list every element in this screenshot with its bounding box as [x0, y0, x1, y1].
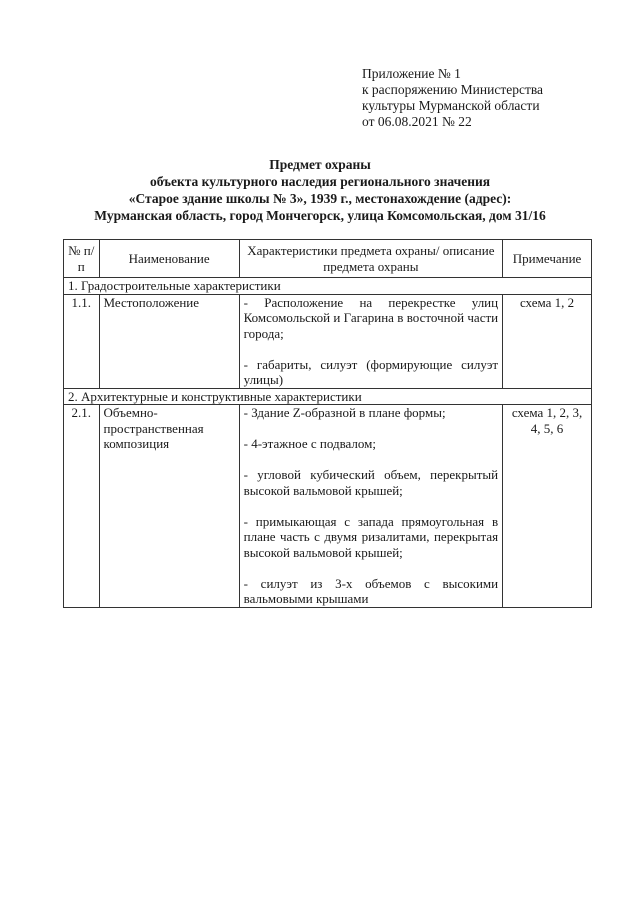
row2-desc-item: - 4-этажное с подвалом;: [243, 436, 377, 451]
title-line-2: объекта культурного наследия регионального значения: [149, 174, 491, 189]
title-line-3: «Старое здание школы № 3», 1939 г., местонахождение (адрес):: [128, 191, 512, 206]
section-title-1: 1. Градостроительные характеристики: [64, 278, 592, 295]
document-title: [40, 156, 600, 224]
annex-block: [362, 66, 543, 130]
table-header-row: [64, 240, 592, 278]
title-line-4: Мурманская область, город Мончегорск, улица Комсомольская, дом 31/16: [94, 208, 546, 223]
row2-desc-item: - угловой кубический объем, перекрытый высокой вальмовой крышей;: [243, 467, 499, 498]
protection-subject-table: [63, 239, 592, 608]
section-title-2: 2. Архитектурные и конструктивные характеристики: [64, 388, 592, 405]
row1-desc: [239, 294, 502, 388]
header-note: Примечание: [503, 240, 592, 278]
row2-note: схема 1, 2, 3, 4, 5, 6: [503, 405, 592, 608]
row1-name: Местоположение: [99, 294, 239, 388]
row2-desc-item: - Здание Z-образной в плане формы;: [243, 405, 446, 420]
title-line-1: Предмет охраны: [269, 157, 371, 172]
annex-line-3: культуры Мурманской области: [362, 98, 540, 113]
header-num: № п/п: [64, 240, 100, 278]
row2-desc-item: - силуэт из 3-х объемов с высокими вальмовыми крышами: [243, 575, 499, 606]
row1-note: схема 1, 2: [503, 294, 592, 388]
annex-line-4: от 06.08.2021 № 22: [362, 114, 472, 129]
row2-num: 2.1.: [64, 405, 100, 608]
row1-num: 1.1.: [64, 294, 100, 388]
header-name: Наименование: [99, 240, 239, 278]
table-row: [64, 405, 592, 608]
row2-desc: [239, 405, 502, 608]
row2-name: Объемно-пространственная композиция: [99, 405, 239, 608]
row1-desc-item: - Расположение на перекрестке улиц Комсомольской и Гагарина в восточной части города;: [243, 294, 499, 341]
row2-desc-item: - примыкающая с запада прямоугольная в плане часть с двумя ризалитами, перекрытая высокой вальмовой крышей;: [243, 513, 499, 560]
section-row-2: [64, 388, 592, 405]
row1-desc-item: - габариты, силуэт (формирующие силуэт улицы): [243, 356, 499, 387]
header-desc: Характеристики предмета охраны/ описание предмета охраны: [239, 240, 502, 278]
table-row: [64, 294, 592, 388]
section-row-1: [64, 278, 592, 295]
annex-line-2: к распоряжению Министерства: [362, 82, 544, 97]
annex-line-1: Приложение № 1: [362, 66, 461, 81]
